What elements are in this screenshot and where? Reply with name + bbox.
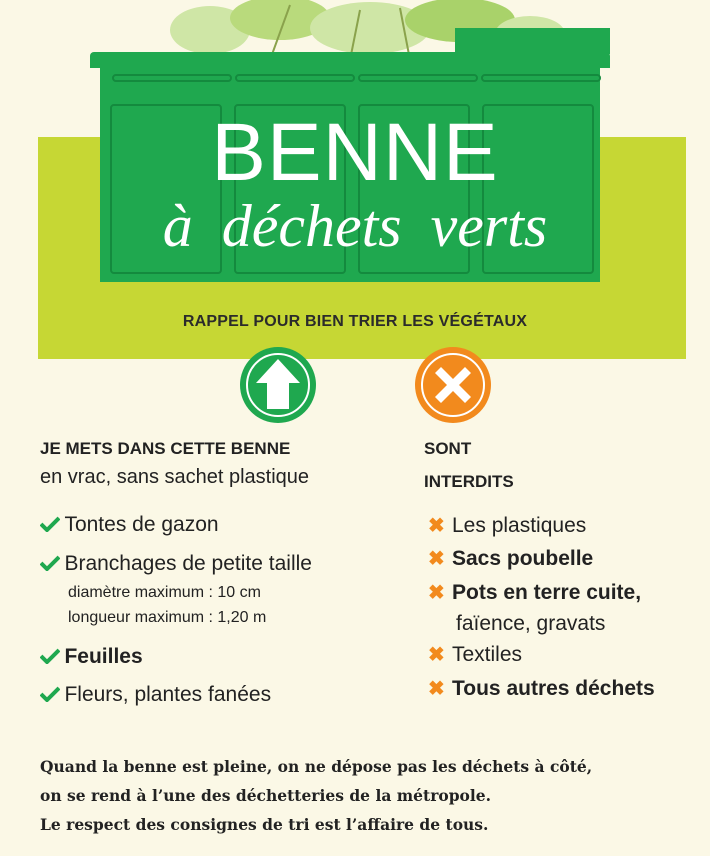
forbidden-item-label: Tous autres déchets xyxy=(452,677,655,700)
allowed-item-label: Branchages de petite taille xyxy=(64,552,312,575)
bin-slot xyxy=(358,74,478,82)
title-main: BENNE xyxy=(211,107,499,198)
reminder-text: RAPPEL POUR BIEN TRIER LES VÉGÉTAUX xyxy=(182,313,528,330)
small-cross-icon: ✖ xyxy=(428,582,445,604)
small-cross-icon: ✖ xyxy=(428,678,445,700)
allowed-item-label: Fleurs, plantes fanées xyxy=(64,683,272,706)
allowed-item xyxy=(40,513,219,537)
forbidden-item xyxy=(428,580,641,605)
small-cross-icon: ✖ xyxy=(428,644,445,666)
cross-icon xyxy=(413,345,493,425)
forbidden-heading-line1: SONT xyxy=(424,439,472,458)
small-cross-icon: ✖ xyxy=(428,548,445,570)
check-icon xyxy=(40,648,60,664)
bin-slot xyxy=(235,74,355,82)
bin-slot xyxy=(112,74,232,82)
forbidden-item-continuation-label: faïence, gravats xyxy=(456,612,606,635)
allowed-subheading: en vrac, sans sachet plastique xyxy=(40,466,310,488)
forbidden-item xyxy=(428,642,522,667)
allowed-heading: JE METS DANS CETTE BENNE xyxy=(40,439,291,458)
allowed-item xyxy=(40,683,271,707)
bin-handle xyxy=(455,28,610,54)
footer-line: Le respect des consignes de tri est l’affaire de tous. xyxy=(40,815,489,834)
forbidden-item-label: Les plastiques xyxy=(452,514,587,537)
allowed-item xyxy=(40,645,143,669)
forbidden-item-label: Pots en terre cuite, xyxy=(452,581,642,604)
forbidden-item xyxy=(428,546,593,571)
forbidden-item-label: Textiles xyxy=(452,643,523,666)
forbidden-heading-line2: INTERDITS xyxy=(424,472,514,491)
allowed-item-label: Tontes de gazon xyxy=(64,513,219,536)
footer-line: on se rend à l’une des déchetteries de la métropole. xyxy=(40,786,492,805)
forbidden-item-label: Sacs poubelle xyxy=(452,547,594,570)
allowed-item-label: Feuilles xyxy=(64,645,143,668)
allowed-item-detail: longueur maximum : 1,20 m xyxy=(68,609,267,626)
up-arrow-icon xyxy=(238,345,318,425)
check-icon xyxy=(40,516,60,532)
title-sub: à déchets verts xyxy=(162,193,548,259)
bin-lid xyxy=(90,52,610,68)
forbidden-item-continuation xyxy=(456,612,605,636)
footer-notice xyxy=(40,752,690,839)
bin-slot xyxy=(481,74,601,82)
small-cross-icon: ✖ xyxy=(428,515,445,537)
check-icon xyxy=(40,555,60,571)
allowed-item-detail: diamètre maximum : 10 cm xyxy=(68,584,261,601)
check-icon xyxy=(40,686,60,702)
forbidden-item xyxy=(428,676,655,701)
allowed-item xyxy=(40,552,312,576)
footer-line: Quand la benne est pleine, on ne dépose pas les déchets à côté, xyxy=(40,757,593,776)
forbidden-item xyxy=(428,513,586,538)
